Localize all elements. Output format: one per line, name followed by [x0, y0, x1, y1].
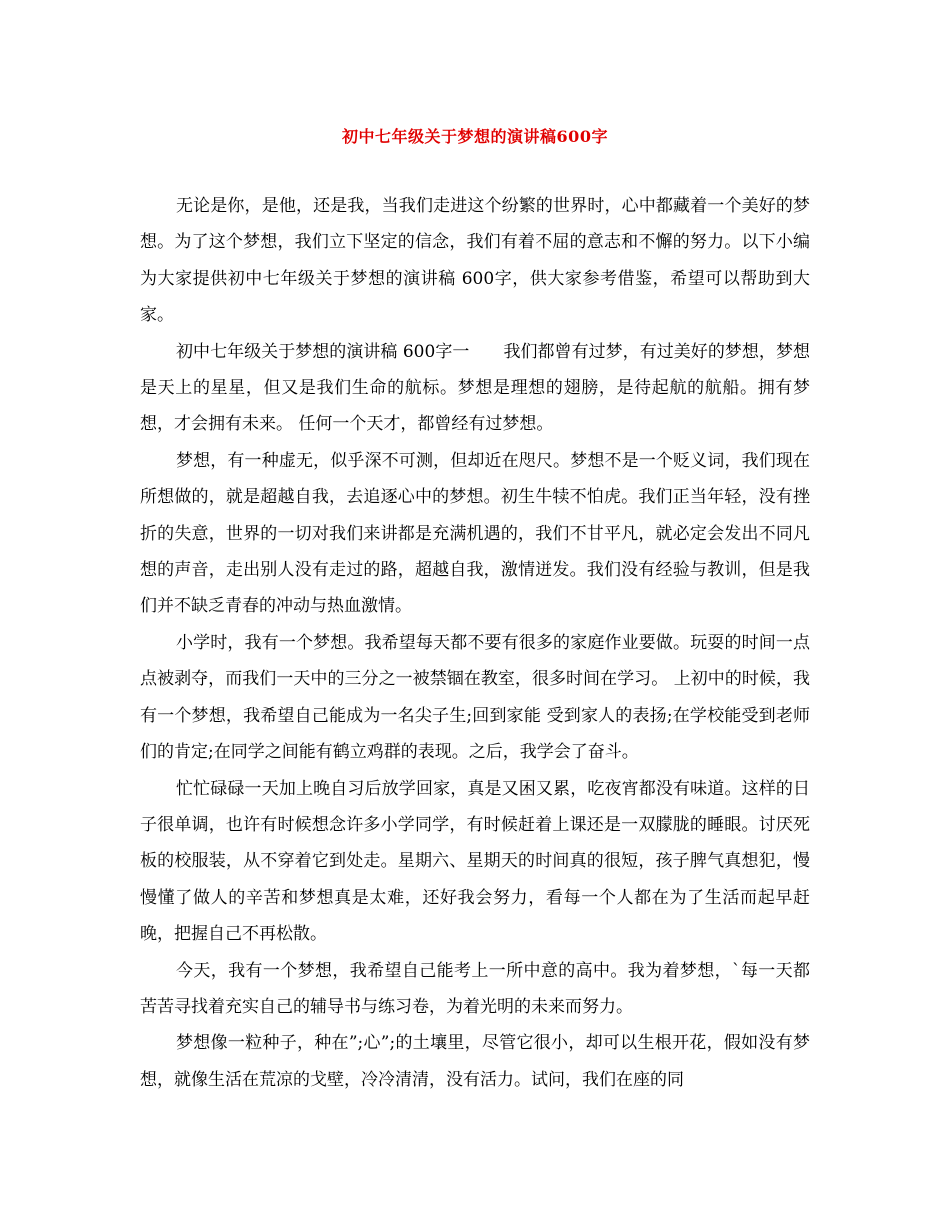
paragraph-4: 忙忙碌碌一天加上晚自习后放学回家，真是又困又累，吃夜宵都没有味道。这样的日子很单调，也许有时候想念许多小学同学，有时候赶着上课还是一双朦胧的睡眼。讨厌死板的校服装，从不穿着它到处走。星期六、星期天的时间真的很短，孩子脾气真想犯，慢慢懂了做人的辛苦和梦想真是太难，还好我会努力，看每一个人都在为了生活而起早赶晚，把握自己不再松散。 [140, 778, 810, 945]
document-body [140, 188, 810, 1098]
paragraph-3: 小学时，我有一个梦想。我希望每天都不要有很多的家庭作业要做。玩耍的时间一点点被剥夺，而我们一天中的三分之一被禁锢在教室，很多时间在学习。 上初中的时候，我有一个梦想，我希望自己能成为一名尖子生;回到家能 受到家人的表扬;在学校能受到老师们的肯定;在同学之间能有鹤立鸡群的表现。之后，我学会了奋斗。 [140, 632, 810, 763]
paragraph-6: 梦想像一粒种子，种在”;心”;的土壤里，尽管它很小，却可以生根开花，假如没有梦想，就像生活在荒凉的戈壁，冷冷清清，没有活力。试问，我们在座的同 [140, 1033, 810, 1090]
paragraph-1: 初中七年级关于梦想的演讲稿 600字一 我们都曾有过梦，有过美好的梦想，梦想是天上的星星，但又是我们生命的航标。梦想是理想的翅膀，是待起航的航船。拥有梦想，才会拥有未来。 任何一个天才，都曾经有过梦想。 [140, 341, 810, 435]
paragraph-5: 今天，我有一个梦想，我希望自己能考上一所中意的高中。我为着梦想，`每一天都苦苦寻找着充实自己的辅导书与练习卷，为着光明的未来而努力。 [140, 960, 810, 1017]
paragraph-intro: 无论是你，是他，还是我，当我们走进这个纷繁的世界时，心中都藏着一个美好的梦想。为了这个梦想，我们立下坚定的信念，我们有着不屈的意志和不懈的努力。以下小编为大家提供初中七年级关于梦想的演讲稿 600字，供大家参考借鉴，希望可以帮助到大家。 [140, 196, 810, 326]
document-title: 初中七年级关于梦想的演讲稿600字 [342, 127, 608, 146]
paragraph-2: 梦想，有一种虚无，似乎深不可测，但却近在咫尺。梦想不是一个贬义词，我们现在所想做的，就是超越自我，去追逐心中的梦想。初生牛犊不怕虎。我们正当年轻，没有挫折的失意，世界的一切对我们来讲都是充满机遇的，我们不甘平凡，就必定会发出不同凡想的声音，走出别人没有走过的路，超越自我，激情迸发。我们没有经验与教训，但是我们并不缺乏青春的冲动与热血激情。 [140, 450, 810, 617]
